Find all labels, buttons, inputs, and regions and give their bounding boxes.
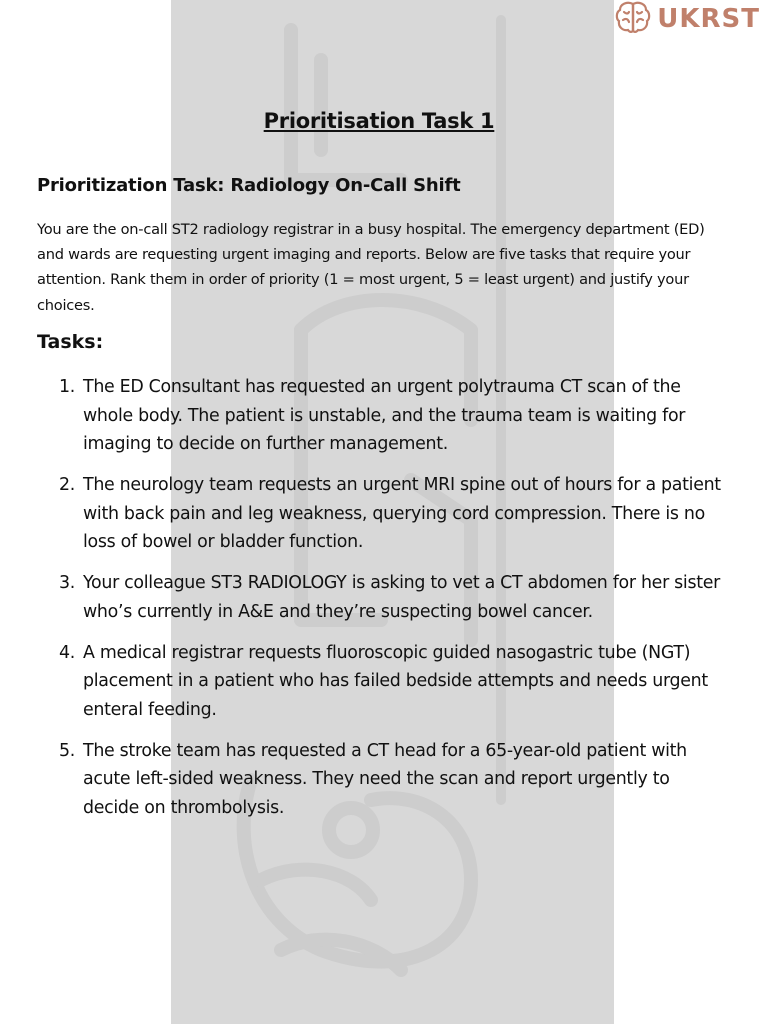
- task-number: 1.: [59, 377, 75, 397]
- intro-paragraph: You are the on-call ST2 radiology registrar in a busy hospital. The emergency department (ED) and wards are requesting urgent imaging and reports. Below are five tasks that require your attention. Rank them in order of priority (1 = most urgent, 5 = least urgent) and justify your choices.: [37, 221, 705, 314]
- task-item: [37, 569, 727, 626]
- logo-text: UKRST: [657, 4, 760, 34]
- task-item: [37, 373, 727, 459]
- task-text: The ED Consultant has requested an urgent polytrauma CT scan of the whole body. The patient is unstable, and the trauma team is waiting for imaging to decide on further management.: [83, 377, 686, 454]
- task-number: 2.: [59, 475, 75, 495]
- task-list: [37, 373, 727, 835]
- task-number: 3.: [59, 573, 75, 593]
- section-subheading: Prioritization Task: Radiology On-Call Shift: [37, 175, 461, 196]
- task-item: [37, 639, 727, 725]
- task-text: The stroke team has requested a CT head for a 65-year-old patient with acute left-sided weakness. They need the scan and report urgently to decide on thrombolysis.: [83, 740, 687, 818]
- task-text: Your colleague ST3 RADIOLOGY is asking to vet a CT abdomen for her sister who’s currently in A&E and they’re suspecting bowel cancer.: [83, 573, 720, 622]
- task-number: 4.: [59, 642, 75, 663]
- task-text: The neurology team requests an urgent MRI spine out of hours for a patient with back pain and leg weakness, querying cord compression. There is no loss of bowel or bladder function.: [83, 475, 721, 552]
- ukrst-logo: [615, 2, 760, 36]
- brain-icon: [615, 0, 651, 38]
- task-item: [37, 471, 727, 557]
- page-title: Prioritisation Task 1: [263, 109, 495, 133]
- task-text: A medical registrar requests fluoroscopic guided nasogastric tube (NGT) placement in a patient who has failed bedside attempts and needs urgent enteral feeding.: [83, 642, 708, 720]
- tasks-heading: Tasks:: [37, 331, 104, 353]
- task-item: [37, 737, 727, 823]
- task-number: 5.: [59, 740, 75, 761]
